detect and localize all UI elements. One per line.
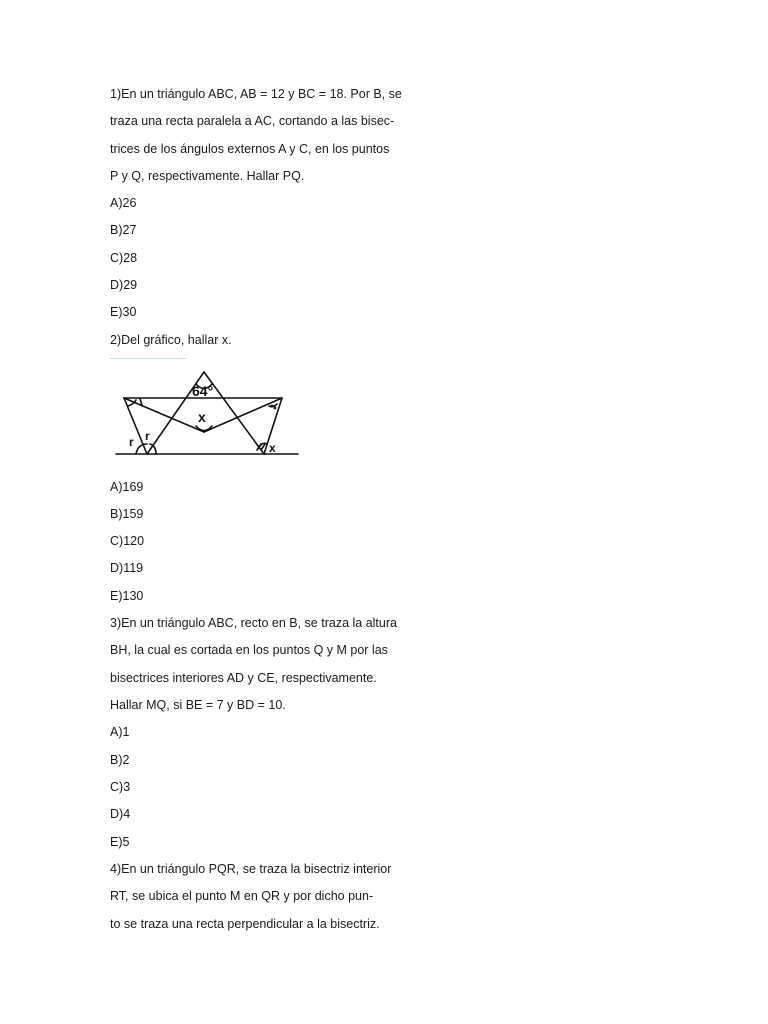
- geometry-figure: [112, 366, 304, 460]
- x-center-label: x: [198, 409, 206, 425]
- q3-option-e: E)5: [110, 835, 130, 849]
- q3-line-3: bisectrices interiores AD y CE, respectivamente.: [110, 671, 377, 685]
- q3-option-d: D)4: [110, 807, 131, 821]
- q3-option-a: A)1: [110, 725, 130, 739]
- q1-option-b: B)27: [110, 223, 137, 237]
- q2-option-b: B)159: [110, 507, 144, 521]
- q3-option-c: C)3: [110, 780, 131, 794]
- q2-option-a: A)169: [110, 480, 144, 494]
- q1-line-2: traza una recta paralela a AC, cortando a las bisec-: [110, 114, 395, 128]
- q1-option-d: D)29: [110, 278, 138, 292]
- q1-line-3: trices de los ángulos externos A y C, en los puntos: [110, 142, 390, 156]
- q1-option-e: E)30: [110, 305, 137, 319]
- q1-line-4: P y Q, respectivamente. Hallar PQ.: [110, 169, 305, 183]
- bisector-right: [204, 398, 282, 432]
- q2-option-d: D)119: [110, 561, 144, 575]
- r-outer-label: r: [129, 435, 134, 449]
- q1-option-a: A)26: [110, 196, 137, 210]
- q3-line-2: BH, la cual es cortada en los puntos Q y M por las: [110, 643, 388, 657]
- q3-option-b: B)2: [110, 753, 130, 767]
- q2-option-c: C)120: [110, 534, 145, 548]
- geometry-figure-svg: [112, 366, 304, 460]
- x-right-label: x: [269, 441, 276, 455]
- q4-line-1: 4)En un triángulo PQR, se traza la bisectriz interior: [110, 862, 392, 876]
- q3-line-4: Hallar MQ, si BE = 7 y BD = 10.: [110, 698, 286, 712]
- q2-line-1: 2)Del gráfico, hallar x.: [110, 333, 232, 347]
- q1-option-c: C)28: [110, 251, 138, 265]
- q3-line-1: 3)En un triángulo ABC, recto en B, se traza la altura: [110, 616, 397, 630]
- q4-line-3: to se traza una recta perpendicular a la bisectriz.: [110, 917, 380, 931]
- q4-line-2: RT, se ubica el punto M en QR y por dicho pun-: [110, 889, 374, 903]
- angle-64-label: 64°: [192, 383, 214, 399]
- q1-line-1: 1)En un triángulo ABC, AB = 12 y BC = 18. Por B, se: [110, 87, 402, 101]
- separator-line: [110, 358, 186, 359]
- r-inner-label: r: [145, 429, 150, 443]
- right-corner-dot-2: [274, 407, 277, 410]
- q2-option-e: E)130: [110, 589, 144, 603]
- right-corner-dot: [271, 405, 274, 408]
